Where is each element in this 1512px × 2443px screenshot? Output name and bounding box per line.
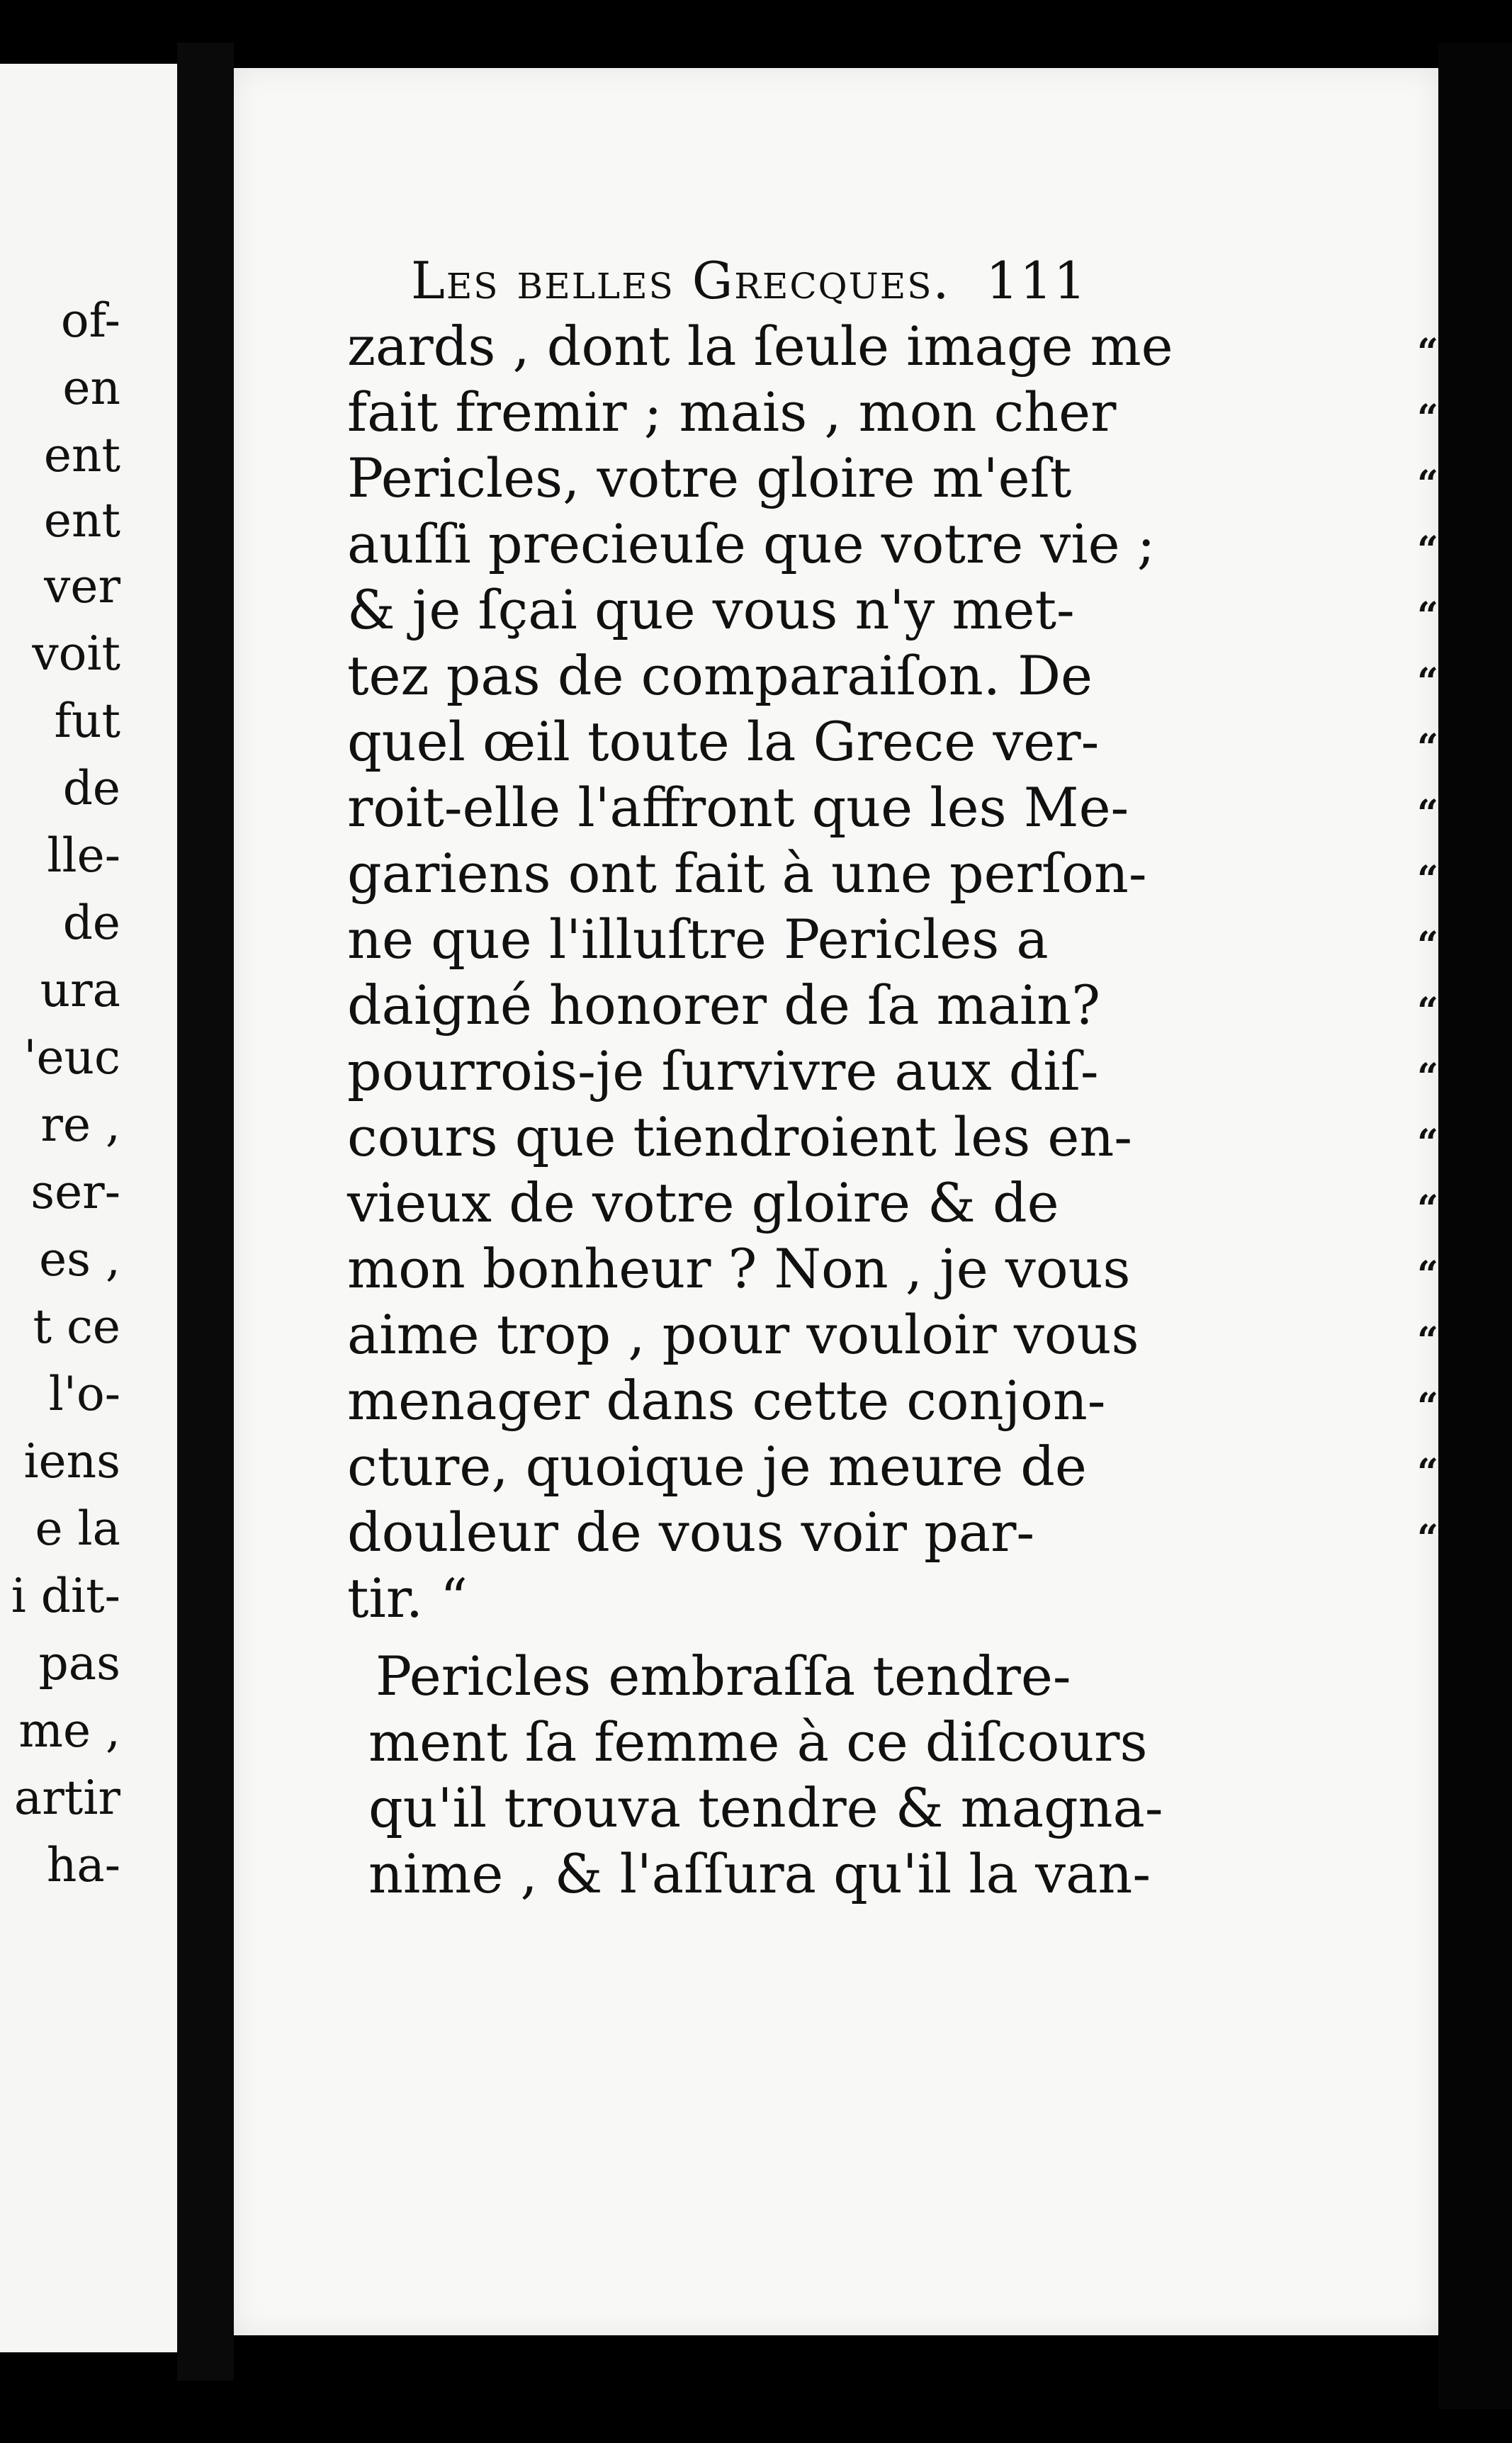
line-text: cours que tiendroient les en- [347,1105,1132,1168]
text-line [347,512,1438,575]
text-line [347,1303,1438,1366]
quote-mark: “ [1417,1451,1438,1494]
text-line [347,1501,1438,1564]
left-facing-page [0,64,181,2352]
left-page-line: fut [54,694,120,748]
paragraph-line: ment ſa femme à ce diſcours [368,1710,1148,1773]
paragraph-line: nime , & l'aſſura qu'il la van- [368,1842,1151,1905]
line-text: & je ſçai que vous n'y met- [347,578,1075,641]
line-text: daigné honorer de ſa main? [347,974,1100,1037]
quote-mark: “ [1417,1385,1438,1428]
text-line [347,1567,1438,1630]
left-page-line: es , [39,1232,120,1287]
quote-mark: “ [1417,1187,1438,1231]
left-page-line: t ce [33,1299,120,1354]
line-text: mon bonheur ? Non , je vous [347,1237,1131,1300]
left-page-line: pas [38,1636,120,1691]
left-page-line: me , [18,1703,120,1758]
left-page-line: iens [23,1434,120,1489]
left-page-line: lle- [47,828,120,883]
text-line [347,380,1438,444]
quote-mark: “ [1417,1122,1438,1165]
page-gutter [177,43,234,2381]
text-line [347,1105,1438,1168]
running-head-title: Les belles Grecques. [411,251,951,310]
scan-border [1438,43,1512,2409]
left-page-line: e la [35,1501,120,1556]
line-text: vieux de votre gloire & de [347,1171,1059,1234]
line-text: tez pas de comparaiſon. De [347,644,1093,707]
text-line [347,1369,1438,1432]
line-text: tir. “ [347,1567,468,1630]
left-page-line: ent [43,428,120,483]
line-text: ne que l'illuſtre Pericles a [347,908,1049,971]
quote-mark: “ [1417,924,1438,967]
left-page-line: ha- [46,1838,120,1892]
running-head [411,251,1438,310]
text-line [347,842,1438,905]
left-page-line: ura [40,963,120,1017]
text-line [347,1435,1438,1498]
quote-mark: “ [1417,463,1438,506]
left-page-line: ser- [30,1165,120,1219]
quote-mark: “ [1417,529,1438,572]
text-line [347,908,1438,971]
left-page-line: of- [60,293,120,348]
left-page-line: re , [40,1098,120,1152]
line-text: zards , dont la ſeule image me [347,315,1173,378]
left-page-line: en [62,361,120,415]
quote-mark: “ [1417,660,1438,704]
line-text: gariens ont fait à une perſon- [347,842,1147,905]
line-text: douleur de vous voir par- [347,1501,1035,1564]
text-line [347,446,1438,509]
text-line [347,1237,1438,1300]
main-page [234,68,1438,2335]
paragraph-line: Pericles embraſſa tendre- [376,1644,1071,1708]
line-text: aime trop , pour vouloir vous [347,1303,1139,1366]
text-line [347,315,1438,378]
text-line [347,776,1438,839]
quote-mark: “ [1417,1517,1438,1560]
line-text: roit-elle l'affront que les Me- [347,776,1129,839]
quote-mark: “ [1417,792,1438,835]
line-text: quel œil toute la Grece ver- [347,710,1100,773]
line-text: menager dans cette conjon- [347,1369,1106,1432]
line-text: Pericles, votre gloire m'eſt [347,446,1072,509]
left-page-line: l'o- [48,1367,120,1421]
line-text: auſſi precieuſe que votre vie ; [347,512,1156,575]
quote-mark: “ [1417,397,1438,440]
quote-mark: “ [1417,331,1438,374]
quote-mark: “ [1417,1319,1438,1362]
quote-mark: “ [1417,1253,1438,1297]
line-text: fait fremir ; mais , mon cher [347,380,1117,444]
left-page-line: ver [44,559,120,614]
text-line [347,1171,1438,1234]
quote-mark: “ [1417,1056,1438,1099]
paragraph-line: qu'il trouva tendre & magna- [368,1776,1163,1839]
left-page-line: i dit- [11,1569,120,1623]
text-line [347,644,1438,707]
quote-mark: “ [1417,726,1438,769]
left-page-line: ent [43,493,120,548]
quote-mark: “ [1417,594,1438,638]
quote-mark: “ [1417,990,1438,1033]
left-page-line: de [62,896,120,950]
line-text: pourrois-je ſurvivre aux diſ- [347,1039,1099,1102]
page-number: 111 [986,251,1088,310]
text-line [347,1039,1438,1102]
text-line [347,974,1438,1037]
left-page-line: 'euc [23,1030,120,1085]
text-line [347,710,1438,773]
quote-mark: “ [1417,858,1438,901]
left-page-line: artir [13,1771,120,1825]
text-line [347,578,1438,641]
line-text: cture, quoique je meure de [347,1435,1087,1498]
left-page-line: de [62,761,120,816]
left-page-line: voit [32,626,120,681]
